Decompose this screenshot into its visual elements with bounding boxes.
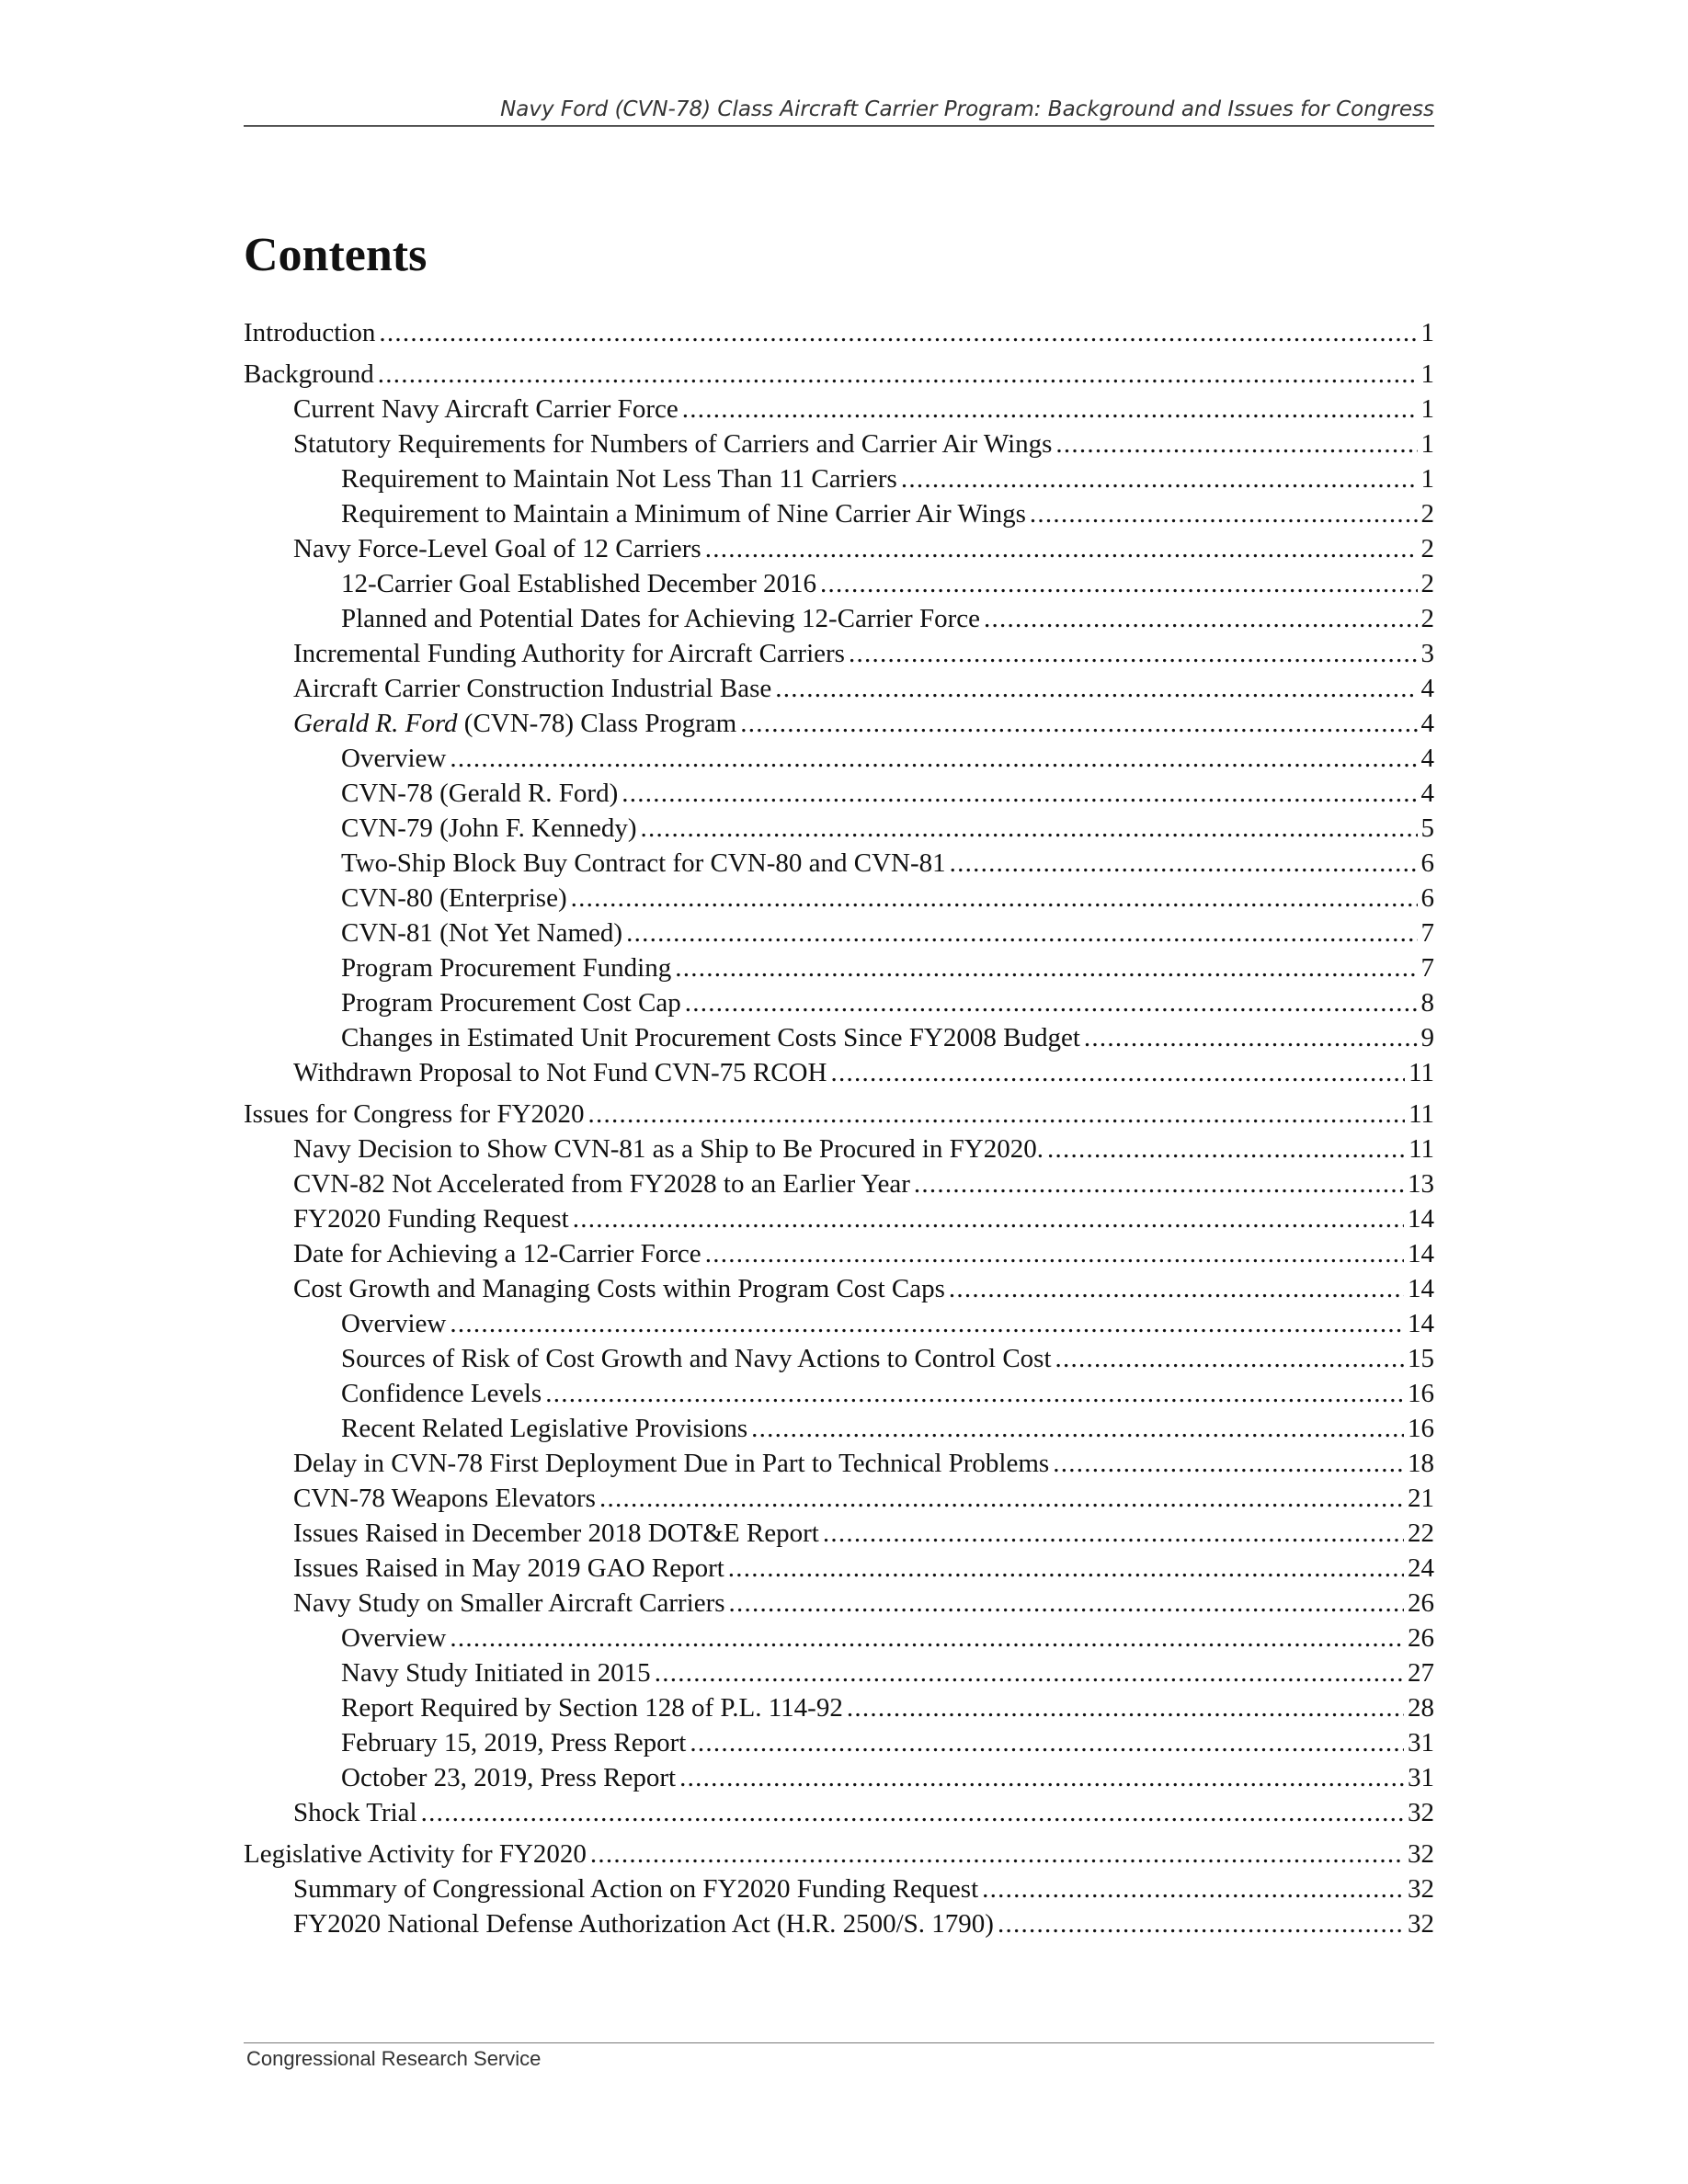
toc-dot-leader: [622, 776, 1417, 811]
toc-entry-page-number: 31: [1408, 1728, 1434, 1757]
toc-entry[interactable]: [244, 950, 1434, 985]
toc-entry-label-text: Program Procurement Funding: [341, 953, 672, 983]
toc-entry-page-number: 7: [1420, 953, 1434, 983]
toc-entry[interactable]: [244, 1236, 1434, 1271]
toc-dot-leader: [379, 315, 1417, 350]
toc-entry-page-number: 21: [1408, 1484, 1434, 1513]
toc-entry-label-text: Cost Growth and Managing Costs within Program Cost Caps: [293, 1274, 945, 1303]
toc-entry-label: [244, 315, 375, 350]
toc-entry-label: [341, 1341, 1052, 1376]
toc-dot-leader: [1047, 1132, 1405, 1166]
toc-entry-page-number: 2: [1420, 604, 1434, 633]
toc-entry[interactable]: [244, 1906, 1434, 1941]
toc-dot-leader: [775, 671, 1417, 706]
toc-entry-label: [293, 1055, 827, 1090]
toc-entry-page-number: 11: [1409, 1058, 1434, 1087]
toc-entry-label: [341, 811, 636, 846]
toc-entry-label-text: October 23, 2019, Press Report: [341, 1763, 677, 1792]
toc-entry[interactable]: [244, 1621, 1434, 1655]
toc-entry-label-text: Overview: [341, 744, 447, 773]
toc-entry-label: [341, 1376, 542, 1411]
toc-dot-leader: [675, 950, 1417, 985]
toc-entry-page-number: 18: [1408, 1449, 1434, 1478]
toc-dot-leader: [823, 1516, 1404, 1551]
toc-entry-label: [293, 1201, 569, 1236]
toc-entry-label: [293, 531, 701, 566]
toc-entry-label: [341, 950, 671, 985]
toc-entry-page-number: 4: [1420, 709, 1434, 738]
toc-entry-label-text: Confidence Levels: [341, 1379, 542, 1408]
toc-entry-label: [341, 1760, 676, 1795]
toc-dot-leader: [685, 985, 1418, 1020]
toc-entry-page-number: 14: [1408, 1274, 1434, 1303]
toc-entry-label-text: Delay in CVN-78 First Deployment Due in Part to Technical Problems: [293, 1449, 1050, 1478]
toc-entry-label: [293, 1236, 701, 1271]
toc-entry-label-text: Current Navy Aircraft Carrier Force: [293, 394, 679, 424]
toc-entry-page-number: 22: [1408, 1519, 1434, 1548]
page-title: Contents: [244, 229, 428, 281]
toc-entry-label-text: Withdrawn Proposal to Not Fund CVN-75 RCOH: [293, 1058, 827, 1087]
toc-entry-label-text: Sources of Risk of Cost Growth and Navy Actions to Control Cost: [341, 1344, 1052, 1373]
toc-entry[interactable]: [244, 741, 1434, 776]
toc-dot-leader: [740, 706, 1417, 741]
toc-entry[interactable]: [244, 1166, 1434, 1201]
toc-dot-leader: [1030, 496, 1418, 531]
toc-entry-page-number: 32: [1408, 1909, 1434, 1939]
toc-entry[interactable]: [244, 1446, 1434, 1481]
toc-entry-page-number: 1: [1420, 464, 1434, 494]
toc-entry-label: [341, 461, 897, 496]
toc-entry-label-text: Statutory Requirements for Numbers of Carriers and Carrier Air Wings: [293, 429, 1053, 459]
toc-entry[interactable]: [244, 916, 1434, 950]
toc-dot-leader: [830, 1055, 1405, 1090]
toc-entry[interactable]: [244, 357, 1434, 392]
toc-entry-label-text: Recent Related Legislative Provisions: [341, 1414, 748, 1443]
toc-entry-page-number: 11: [1409, 1134, 1434, 1164]
toc-entry-label-text: Overview: [341, 1309, 447, 1338]
toc-entry-page-number: 1: [1420, 318, 1434, 347]
toc-dot-leader: [982, 1871, 1404, 1906]
toc-entry[interactable]: [244, 1871, 1434, 1906]
toc-entry[interactable]: [244, 601, 1434, 636]
toc-dot-leader: [849, 636, 1418, 671]
toc-entry-label: [293, 1446, 1049, 1481]
toc-dot-leader: [950, 846, 1418, 881]
toc-dot-leader: [984, 601, 1418, 636]
toc-entry-page-number: 1: [1420, 394, 1434, 424]
toc-entry-label: [244, 357, 374, 392]
toc-entry-label-text: Navy Decision to Show CVN-81 as a Ship to Be Procured in FY2020.: [293, 1134, 1044, 1164]
toc-entry-page-number: 14: [1408, 1309, 1434, 1338]
toc-dot-leader: [450, 741, 1417, 776]
toc-entry-page-number: 6: [1420, 848, 1434, 878]
toc-entry-label: [341, 1621, 446, 1655]
toc-entry-label-text: Issues Raised in December 2018 DOT&E Report: [293, 1519, 819, 1548]
toc-entry-label: [293, 671, 771, 706]
header-rule: [244, 125, 1434, 127]
toc-entry-label-text: Navy Study on Smaller Aircraft Carriers: [293, 1588, 725, 1618]
toc-entry-label: [341, 1655, 651, 1690]
toc-entry[interactable]: [244, 846, 1434, 881]
toc-entry-label-text: Program Procurement Cost Cap: [341, 988, 681, 1018]
toc-entry-label-text: Navy Study Initiated in 2015: [341, 1658, 651, 1688]
toc-entry-label-text: Changes in Estimated Unit Procurement Costs Since FY2008 Budget: [341, 1023, 1080, 1052]
toc-entry-label-text: CVN-79 (John F. Kennedy): [341, 813, 637, 843]
toc-entry[interactable]: [244, 1411, 1434, 1446]
toc-entry[interactable]: [244, 1795, 1434, 1830]
toc-entry-page-number: 14: [1408, 1204, 1434, 1234]
running-header: Navy Ford (CVN-78) Class Aircraft Carrier Program: Background and Issues for Congress: [500, 97, 1434, 121]
toc-dot-leader: [640, 811, 1417, 846]
toc-entry-label: [341, 985, 681, 1020]
toc-entry-label-text: Navy Force-Level Goal of 12 Carriers: [293, 534, 701, 563]
toc-entry-page-number: 15: [1408, 1344, 1434, 1373]
toc-entry-label: [293, 1516, 819, 1551]
toc-entry[interactable]: [244, 1725, 1434, 1760]
toc-entry[interactable]: [244, 1586, 1434, 1621]
toc-entry-label: [244, 1097, 585, 1132]
toc-entry-page-number: 13: [1408, 1169, 1434, 1199]
toc-dot-leader: [751, 1411, 1404, 1446]
toc-entry-label: [341, 881, 567, 916]
toc-entry-label-text: Aircraft Carrier Construction Industrial Base: [293, 674, 772, 703]
toc-entry-label-text: Report Required by Section 128 of P.L. 114-92: [341, 1693, 843, 1723]
toc-entry-label: [293, 392, 679, 427]
toc-dot-leader: [573, 1201, 1404, 1236]
toc-entry[interactable]: [244, 1516, 1434, 1551]
toc-entry[interactable]: [244, 776, 1434, 811]
toc-entry-page-number: 26: [1408, 1623, 1434, 1653]
toc-entry[interactable]: [244, 1201, 1434, 1236]
toc-dot-leader: [571, 881, 1418, 916]
toc-entry-label: [293, 1871, 978, 1906]
toc-entry-page-number: 9: [1420, 1023, 1434, 1052]
footer-rule: [244, 2042, 1434, 2043]
toc-dot-leader: [729, 1586, 1404, 1621]
toc-entry-label-text: Summary of Congressional Action on FY2020 Funding Request: [293, 1874, 979, 1904]
toc-entry[interactable]: [244, 1376, 1434, 1411]
toc-dot-leader: [590, 1837, 1404, 1871]
toc-entry-label-text: Introduction: [244, 318, 376, 347]
toc-entry-label: [293, 706, 736, 741]
toc-entry[interactable]: [244, 566, 1434, 601]
toc-dot-leader: [1055, 427, 1417, 461]
toc-dot-leader: [728, 1551, 1404, 1586]
toc-entry[interactable]: [244, 461, 1434, 496]
toc-dot-leader: [545, 1376, 1404, 1411]
toc-entry-label: [293, 1132, 1044, 1166]
toc-dot-leader: [450, 1306, 1404, 1341]
toc-entry-label: [293, 1481, 596, 1516]
toc-entry[interactable]: [244, 1306, 1434, 1341]
toc-entry-label: [293, 1795, 417, 1830]
toc-entry-label-italic: Gerald R. Ford: [293, 709, 458, 738]
toc-entry[interactable]: [244, 1055, 1434, 1090]
toc-dot-leader: [949, 1271, 1404, 1306]
toc-entry[interactable]: [244, 1837, 1434, 1871]
toc-dot-leader: [450, 1621, 1404, 1655]
toc-entry-label: [341, 1690, 843, 1725]
toc-dot-leader: [679, 1760, 1404, 1795]
toc-entry[interactable]: [244, 636, 1434, 671]
toc-entry[interactable]: [244, 1690, 1434, 1725]
toc-entry-label: [341, 741, 446, 776]
toc-entry-page-number: 2: [1420, 499, 1434, 529]
toc-entry-label: [341, 776, 618, 811]
toc-entry-label: [341, 1411, 747, 1446]
toc-entry-page-number: 4: [1420, 674, 1434, 703]
toc-entry-page-number: 16: [1408, 1414, 1434, 1443]
toc-entry-label-text: CVN-81 (Not Yet Named): [341, 918, 623, 948]
table-of-contents: [244, 315, 1434, 1941]
toc-entry-label: [293, 636, 845, 671]
toc-dot-leader: [421, 1795, 1404, 1830]
toc-entry-label-text: CVN-78 Weapons Elevators: [293, 1484, 596, 1513]
toc-dot-leader: [1053, 1446, 1404, 1481]
toc-dot-leader: [901, 461, 1418, 496]
toc-entry-page-number: 24: [1408, 1553, 1434, 1583]
toc-entry[interactable]: [244, 881, 1434, 916]
toc-entry-label: [341, 566, 816, 601]
toc-entry-label: [341, 601, 980, 636]
toc-dot-leader: [705, 531, 1418, 566]
toc-entry[interactable]: [244, 1271, 1434, 1306]
toc-entry-page-number: 32: [1408, 1874, 1434, 1904]
toc-entry[interactable]: [244, 671, 1434, 706]
toc-entry[interactable]: [244, 811, 1434, 846]
toc-entry[interactable]: [244, 1341, 1434, 1376]
toc-entry-page-number: 5: [1420, 813, 1434, 843]
toc-entry-page-number: 6: [1420, 883, 1434, 913]
toc-entry-label: [293, 1551, 724, 1586]
toc-dot-leader: [690, 1725, 1404, 1760]
toc-dot-leader: [378, 357, 1418, 392]
toc-entry[interactable]: [244, 531, 1434, 566]
toc-entry-label-text: Overview: [341, 1623, 447, 1653]
toc-entry[interactable]: [244, 427, 1434, 461]
toc-entry-label-text: Two-Ship Block Buy Contract for CVN-80 and CVN-81: [341, 848, 946, 878]
toc-entry-label: [293, 427, 1052, 461]
toc-entry-label: [293, 1906, 994, 1941]
toc-entry[interactable]: [244, 1655, 1434, 1690]
toc-entry-label-text: (CVN-78) Class Program: [457, 709, 737, 738]
toc-entry-label: [293, 1271, 945, 1306]
toc-dot-leader: [588, 1097, 1406, 1132]
toc-entry-page-number: 2: [1420, 534, 1434, 563]
toc-entry-page-number: 32: [1408, 1798, 1434, 1827]
toc-entry-label-text: FY2020 Funding Request: [293, 1204, 569, 1234]
toc-entry-label-text: February 15, 2019, Press Report: [341, 1728, 687, 1757]
toc-entry-page-number: 2: [1420, 569, 1434, 598]
toc-entry-label: [341, 1020, 1080, 1055]
toc-entry-page-number: 27: [1408, 1658, 1434, 1688]
toc-entry[interactable]: [244, 706, 1434, 741]
toc-entry-label-text: FY2020 National Defense Authorization Act (H.R. 2500/S. 1790): [293, 1909, 994, 1939]
toc-entry-label-text: Date for Achieving a 12-Carrier Force: [293, 1239, 701, 1268]
toc-entry-page-number: 8: [1420, 988, 1434, 1018]
toc-entry-label-text: CVN-80 (Enterprise): [341, 883, 567, 913]
toc-entry-page-number: 31: [1408, 1763, 1434, 1792]
toc-entry-label: [341, 1306, 446, 1341]
toc-entry-label-text: Shock Trial: [293, 1798, 417, 1827]
toc-entry-label: [293, 1586, 725, 1621]
toc-entry-label-text: CVN-82 Not Accelerated from FY2028 to an Earlier Year: [293, 1169, 910, 1199]
toc-entry[interactable]: [244, 1551, 1434, 1586]
toc-entry-label: [341, 1725, 686, 1760]
toc-entry-page-number: 4: [1420, 744, 1434, 773]
toc-entry[interactable]: [244, 1020, 1434, 1055]
toc-entry-label-text: Requirement to Maintain Not Less Than 11 Carriers: [341, 464, 897, 494]
toc-entry-page-number: 3: [1420, 639, 1434, 668]
toc-dot-leader: [599, 1481, 1404, 1516]
toc-dot-leader: [847, 1690, 1404, 1725]
toc-dot-leader: [655, 1655, 1404, 1690]
toc-entry-label-text: CVN-78 (Gerald R. Ford): [341, 779, 619, 808]
toc-entry-label-text: Legislative Activity for FY2020: [244, 1839, 587, 1869]
toc-entry-page-number: 32: [1408, 1839, 1434, 1869]
toc-entry[interactable]: [244, 496, 1434, 531]
toc-entry-label: [293, 1166, 910, 1201]
toc-entry-label-text: Requirement to Maintain a Minimum of Nine Carrier Air Wings: [341, 499, 1026, 529]
toc-entry-label-text: Background: [244, 359, 374, 389]
toc-dot-leader: [682, 392, 1418, 427]
toc-dot-leader: [914, 1166, 1404, 1201]
toc-entry-label: [341, 916, 622, 950]
toc-entry-page-number: 1: [1420, 359, 1434, 389]
toc-entry-page-number: 26: [1408, 1588, 1434, 1618]
toc-entry-label-text: Planned and Potential Dates for Achieving 12-Carrier Force: [341, 604, 980, 633]
toc-entry[interactable]: [244, 1097, 1434, 1132]
footer-text: Congressional Research Service: [246, 2047, 542, 2070]
toc-dot-leader: [626, 916, 1417, 950]
toc-dot-leader: [1055, 1341, 1404, 1376]
toc-dot-leader: [998, 1906, 1404, 1941]
toc-entry[interactable]: [244, 1760, 1434, 1795]
toc-dot-leader: [1084, 1020, 1418, 1055]
toc-entry[interactable]: [244, 315, 1434, 350]
toc-entry-page-number: 28: [1408, 1693, 1434, 1723]
toc-dot-leader: [705, 1236, 1404, 1271]
toc-entry-label: [244, 1837, 587, 1871]
toc-entry-page-number: 4: [1420, 779, 1434, 808]
toc-entry-page-number: 7: [1420, 918, 1434, 948]
toc-entry[interactable]: [244, 392, 1434, 427]
toc-entry[interactable]: [244, 985, 1434, 1020]
toc-entry-label-text: Issues Raised in May 2019 GAO Report: [293, 1553, 724, 1583]
toc-dot-leader: [820, 566, 1418, 601]
toc-entry[interactable]: [244, 1481, 1434, 1516]
toc-entry-page-number: 11: [1409, 1099, 1434, 1129]
toc-entry-page-number: 1: [1420, 429, 1434, 459]
toc-entry-page-number: 14: [1408, 1239, 1434, 1268]
toc-entry-page-number: 16: [1408, 1379, 1434, 1408]
toc-entry[interactable]: [244, 1132, 1434, 1166]
toc-entry-label: [341, 846, 946, 881]
toc-entry-label: [341, 496, 1026, 531]
toc-entry-label-text: 12-Carrier Goal Established December 2016: [341, 569, 816, 598]
toc-entry-label-text: Issues for Congress for FY2020: [244, 1099, 585, 1129]
toc-entry-label-text: Incremental Funding Authority for Aircraft Carriers: [293, 639, 845, 668]
